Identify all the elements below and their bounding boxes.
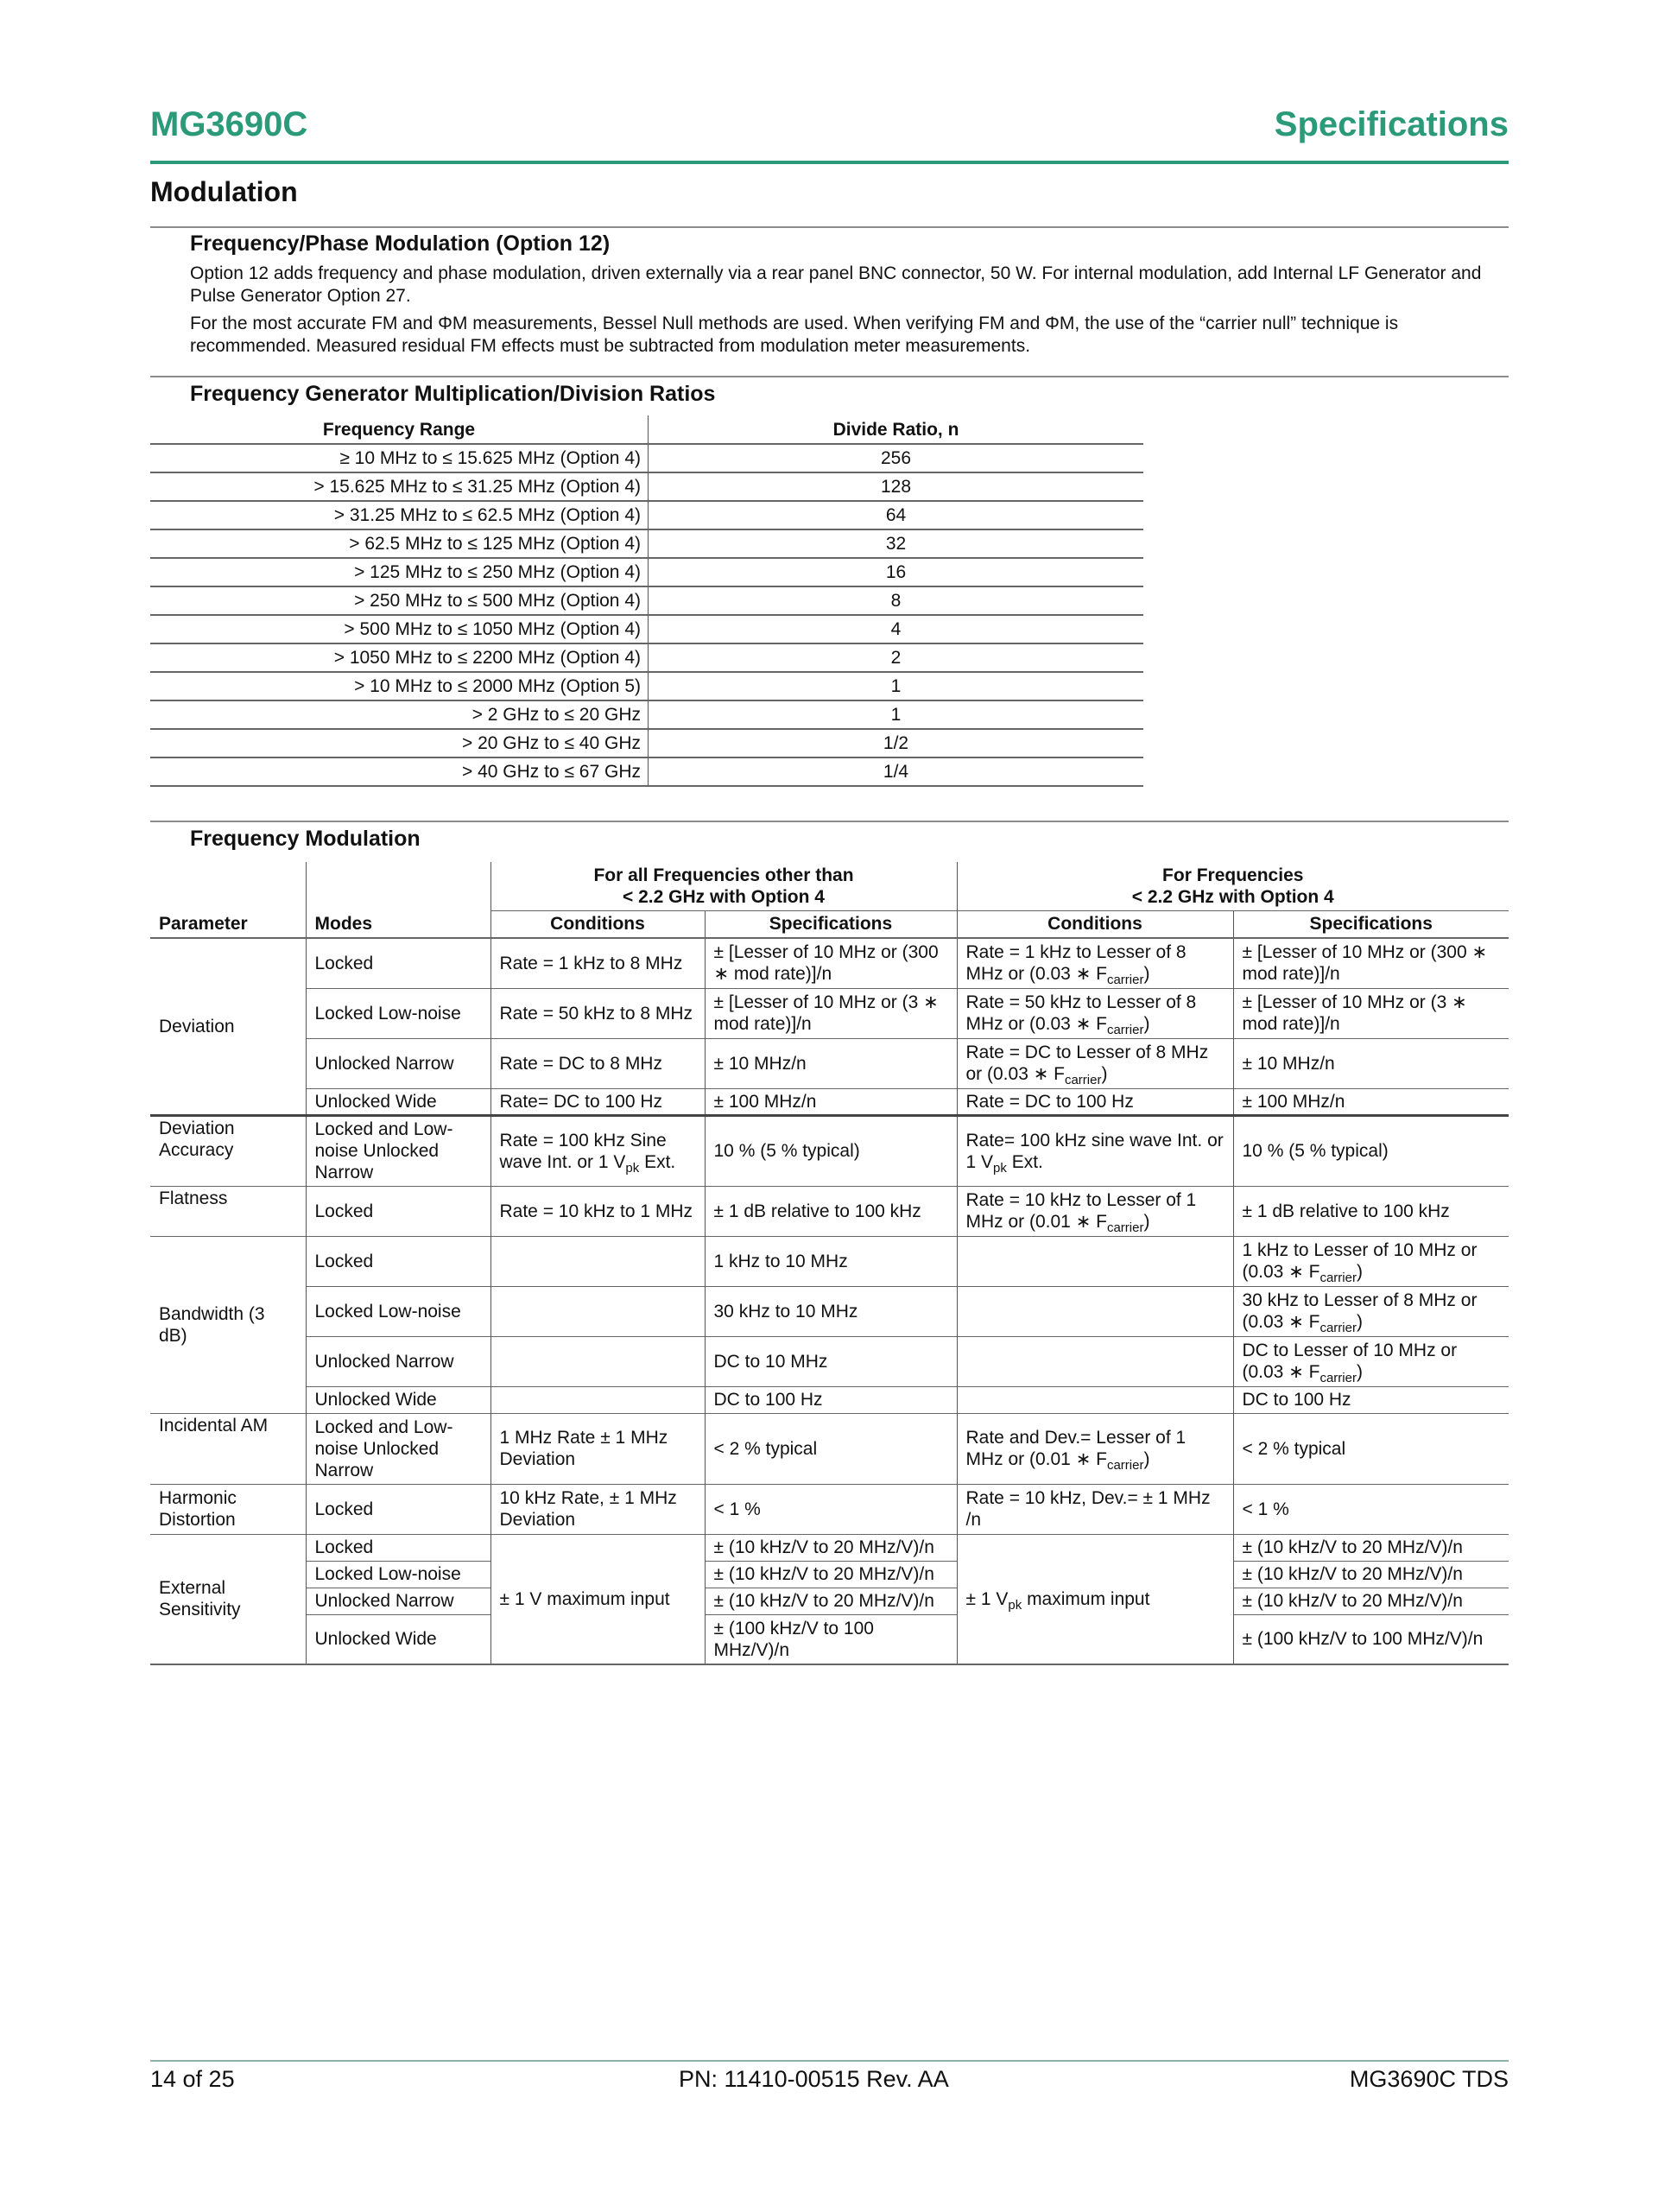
specification: 30 kHz to 10 MHz <box>705 1286 957 1336</box>
frequency-range: > 31.25 MHz to ≤ 62.5 MHz (Option 4) <box>150 501 649 529</box>
specification: ± 1 dB relative to 100 kHz <box>705 1186 957 1236</box>
specification: < 2 % typical <box>705 1413 957 1484</box>
subscript: carrier <box>1106 973 1144 988</box>
specification: 1 kHz to 10 MHz <box>705 1236 957 1286</box>
condition: Rate = DC to 8 MHz <box>490 1038 705 1088</box>
specification: ± (10 kHz/V to 20 MHz/V)/n <box>1233 1588 1509 1614</box>
fpm-title: Frequency/Phase Modulation (Option 12) <box>190 231 611 256</box>
mode: Locked Low-noise <box>306 1561 490 1588</box>
header-rule <box>150 161 1509 164</box>
table-row <box>150 672 1143 700</box>
table-row <box>150 643 1143 672</box>
text: ) <box>1143 1212 1150 1232</box>
condition-empty <box>490 1336 705 1386</box>
divider <box>150 376 1509 377</box>
footer-rule <box>150 2060 1509 2062</box>
specification: DC to 100 Hz <box>1233 1386 1509 1413</box>
text: Rate = DC to Lesser of 8 MHz or (0.03 ∗ F <box>965 1043 1209 1084</box>
col-frequency-range: Frequency Range <box>150 415 649 444</box>
section-title: Modulation <box>150 176 298 207</box>
subscript: pk <box>1008 1597 1022 1613</box>
divider <box>150 821 1509 822</box>
subscript: carrier <box>1106 1220 1144 1236</box>
text: Rate = 1 kHz to Lesser of 8 MHz or (0.03 ∗ F <box>965 942 1187 985</box>
page-header <box>150 105 1509 157</box>
mode: Locked <box>306 1484 490 1534</box>
param-bandwidth: Bandwidth (3 dB) <box>150 1236 306 1413</box>
text: Rate = 50 kHz to Lesser of 8 MHz or (0.03 ∗ F <box>965 992 1197 1034</box>
mode: Unlocked Narrow <box>306 1336 490 1386</box>
document-name: MG3690C TDS <box>1349 2066 1509 2092</box>
product-name: MG3690C <box>150 105 308 143</box>
specification: < 2 % typical <box>1233 1413 1509 1484</box>
group-header-line: For all Frequencies other than <box>593 865 854 885</box>
mode: Locked <box>306 1534 490 1561</box>
divide-ratio: 16 <box>649 558 1144 586</box>
subscript: carrier <box>1106 1023 1144 1038</box>
table-row <box>150 938 1509 988</box>
mode: Unlocked Narrow <box>306 1038 490 1088</box>
table-row <box>150 1413 1509 1484</box>
divide-ratio: 256 <box>649 444 1144 472</box>
mode: Locked Low-noise <box>306 988 490 1038</box>
specification: 10 % (5 % typical) <box>1233 1115 1509 1186</box>
specification: < 1 % <box>1233 1484 1509 1534</box>
table-row <box>150 1614 1509 1664</box>
condition: Rate = 10 kHz to 1 MHz <box>490 1186 705 1236</box>
condition: Rate = 50 kHz to 8 MHz <box>490 988 705 1038</box>
text: Ext. <box>1006 1151 1043 1172</box>
specification: ± (100 kHz/V to 100 MHz/V)/n <box>705 1614 957 1664</box>
param-incidental-am: Incidental AM <box>150 1413 306 1484</box>
condition: Rate = 10 kHz, Dev.= ± 1 MHz /n <box>957 1484 1233 1534</box>
frequency-range: > 10 MHz to ≤ 2000 MHz (Option 5) <box>150 672 649 700</box>
condition <box>957 1534 1233 1664</box>
condition: 10 kHz Rate, ± 1 MHz Deviation <box>490 1484 705 1534</box>
subscript: carrier <box>1319 1321 1357 1336</box>
specification: ± 100 MHz/n <box>705 1088 957 1115</box>
fm-title: Frequency Modulation <box>190 827 421 851</box>
table-row <box>150 501 1143 529</box>
group-header-line: For Frequencies <box>1162 865 1304 885</box>
header-section: Specifications <box>1274 105 1509 143</box>
text: 30 kHz to Lesser of 8 MHz or (0.03 ∗ F <box>1242 1290 1478 1332</box>
param-deviation-accuracy: Deviation Accuracy <box>150 1115 306 1186</box>
col-specifications: Specifications <box>1233 910 1509 938</box>
divide-ratio: 128 <box>649 472 1144 501</box>
frequency-range: > 62.5 MHz to ≤ 125 MHz (Option 4) <box>150 529 649 558</box>
frequency-range: > 500 MHz to ≤ 1050 MHz (Option 4) <box>150 615 649 643</box>
empty-header <box>306 862 490 910</box>
divide-ratio: 64 <box>649 501 1144 529</box>
table-row <box>150 615 1143 643</box>
mode: Locked Low-noise <box>306 1286 490 1336</box>
mode: Locked and Low-noise Unlocked Narrow <box>306 1413 490 1484</box>
group-header-other-frequencies <box>490 862 957 910</box>
divide-ratio: 1/2 <box>649 729 1144 757</box>
condition-empty <box>957 1386 1233 1413</box>
condition-empty <box>957 1286 1233 1336</box>
frequency-range: ≥ 10 MHz to ≤ 15.625 MHz (Option 4) <box>150 444 649 472</box>
specification <box>1233 1236 1509 1286</box>
specification: DC to 100 Hz <box>705 1386 957 1413</box>
divide-ratio: 8 <box>649 586 1144 615</box>
specification <box>1233 1286 1509 1336</box>
specification: ± (10 kHz/V to 20 MHz/V)/n <box>1233 1534 1509 1561</box>
fm-table <box>150 862 1509 1665</box>
divider <box>150 226 1509 228</box>
table-row <box>150 1336 1509 1386</box>
specification: ± 100 MHz/n <box>1233 1088 1509 1115</box>
mode: Unlocked Wide <box>306 1614 490 1664</box>
table-row <box>150 1561 1509 1588</box>
text: Ext. <box>639 1151 676 1172</box>
condition: Rate = 1 kHz to 8 MHz <box>490 938 705 988</box>
specification: 10 % (5 % typical) <box>705 1115 957 1186</box>
table-row <box>150 1588 1509 1614</box>
table-row <box>150 757 1143 786</box>
part-number: PN: 11410-00515 Rev. AA <box>679 2066 949 2092</box>
mode: Locked <box>306 938 490 988</box>
ratio-table <box>150 415 1143 787</box>
text: Rate and Dev.= Lesser of 1 MHz or (0.01 ∗ F <box>965 1428 1187 1469</box>
condition <box>957 1186 1233 1236</box>
text: Rate= 100 kHz sine wave Int. or 1 V <box>965 1130 1224 1172</box>
divide-ratio: 1 <box>649 700 1144 729</box>
table-row <box>150 586 1143 615</box>
text: Rate = 10 kHz to Lesser of 1 MHz or (0.01 ∗ F <box>965 1190 1197 1232</box>
condition: Rate= DC to 100 Hz <box>490 1088 705 1115</box>
ratios-title: Frequency Generator Multiplication/Division Ratios <box>190 382 716 406</box>
text: maximum input <box>1022 1588 1150 1609</box>
subscript: carrier <box>1064 1073 1102 1088</box>
text: ) <box>1143 1449 1150 1469</box>
condition: ± 1 V maximum input <box>490 1534 705 1664</box>
table-row <box>150 1236 1509 1286</box>
condition <box>957 1413 1233 1484</box>
condition: Rate = DC to 100 Hz <box>957 1088 1233 1115</box>
col-conditions: Conditions <box>490 910 705 938</box>
col-modes: Modes <box>306 910 490 938</box>
divide-ratio: 1 <box>649 672 1144 700</box>
text: Rate = 100 kHz Sine wave Int. or 1 V <box>499 1130 667 1172</box>
specification: < 1 % <box>705 1484 957 1534</box>
frequency-range: > 15.625 MHz to ≤ 31.25 MHz (Option 4) <box>150 472 649 501</box>
empty-header <box>150 862 306 910</box>
param-harmonic-distortion: Harmonic Distortion <box>150 1484 306 1534</box>
specification: ± [Lesser of 10 MHz or (3 ∗ mod rate)]/n <box>705 988 957 1038</box>
specification <box>1233 1336 1509 1386</box>
specification: ± [Lesser of 10 MHz or (300 ∗ mod rate)]/n <box>705 938 957 988</box>
col-specifications: Specifications <box>705 910 957 938</box>
table-row <box>150 700 1143 729</box>
text: ) <box>1101 1064 1108 1084</box>
subscript: carrier <box>1319 1271 1357 1286</box>
table-row <box>150 558 1143 586</box>
table-row <box>150 988 1509 1038</box>
condition-empty <box>490 1286 705 1336</box>
mode: Unlocked Wide <box>306 1386 490 1413</box>
frequency-range: > 125 MHz to ≤ 250 MHz (Option 4) <box>150 558 649 586</box>
condition-empty <box>957 1236 1233 1286</box>
col-conditions: Conditions <box>957 910 1233 938</box>
specification: ± 10 MHz/n <box>1233 1038 1509 1088</box>
condition: 1 MHz Rate ± 1 MHz Deviation <box>490 1413 705 1484</box>
group-header-line: < 2.2 GHz with Option 4 <box>1131 886 1334 907</box>
specification: ± (10 kHz/V to 20 MHz/V)/n <box>705 1561 957 1588</box>
mode: Unlocked Wide <box>306 1088 490 1115</box>
mode: Locked <box>306 1236 490 1286</box>
col-divide-ratio: Divide Ratio, n <box>832 419 959 440</box>
mode: Unlocked Narrow <box>306 1588 490 1614</box>
table-row <box>150 1115 1509 1186</box>
frequency-range: > 1050 MHz to ≤ 2200 MHz (Option 4) <box>150 643 649 672</box>
condition-empty <box>490 1386 705 1413</box>
subscript: pk <box>625 1160 640 1176</box>
subscript: pk <box>993 1160 1007 1176</box>
specification: ± (10 kHz/V to 20 MHz/V)/n <box>1233 1561 1509 1588</box>
table-row <box>150 1088 1509 1115</box>
specification: ± (10 kHz/V to 20 MHz/V)/n <box>705 1588 957 1614</box>
specification: ± [Lesser of 10 MHz or (3 ∗ mod rate)]/n <box>1233 988 1509 1038</box>
table-row <box>150 529 1143 558</box>
param-flatness: Flatness <box>150 1186 306 1236</box>
divide-ratio: 2 <box>649 643 1144 672</box>
col-parameter: Parameter <box>159 914 248 934</box>
table-row <box>150 1286 1509 1336</box>
table-row <box>150 1386 1509 1413</box>
frequency-range: > 20 GHz to ≤ 40 GHz <box>150 729 649 757</box>
fpm-paragraph-1: Option 12 adds frequency and phase modulation, driven externally via a rear panel BNC connector, 50 W. For internal modulation, add Internal LF Generator and Pulse Generator Option 27. <box>190 263 1482 306</box>
param-deviation: Deviation <box>150 938 306 1115</box>
specification: ± 10 MHz/n <box>705 1038 957 1088</box>
table-row <box>150 444 1143 472</box>
condition <box>490 1115 705 1186</box>
table-row <box>150 729 1143 757</box>
specification: ± (100 kHz/V to 100 MHz/V)/n <box>1233 1614 1509 1664</box>
text: ) <box>1356 1262 1363 1282</box>
text: ) <box>1143 964 1150 985</box>
table-row <box>150 472 1143 501</box>
table-row <box>150 1484 1509 1534</box>
table-row <box>150 1534 1509 1561</box>
condition <box>957 988 1233 1038</box>
group-header-line: < 2.2 GHz with Option 4 <box>623 886 825 907</box>
frequency-range: > 40 GHz to ≤ 67 GHz <box>150 757 649 786</box>
mode: Locked and Low-noise Unlocked Narrow <box>306 1115 490 1186</box>
specification: ± (10 kHz/V to 20 MHz/V)/n <box>705 1534 957 1561</box>
condition <box>957 938 1233 988</box>
specification: DC to 10 MHz <box>705 1336 957 1386</box>
frequency-range: > 250 MHz to ≤ 500 MHz (Option 4) <box>150 586 649 615</box>
specification: ± [Lesser of 10 MHz or (300 ∗ mod rate)]/n <box>1233 938 1509 988</box>
specification: ± 1 dB relative to 100 kHz <box>1233 1186 1509 1236</box>
text: ± 1 V <box>965 1588 1009 1609</box>
frequency-range: > 2 GHz to ≤ 20 GHz <box>150 700 649 729</box>
subscript: carrier <box>1319 1371 1357 1386</box>
text: ) <box>1143 1014 1150 1034</box>
condition-empty <box>490 1236 705 1286</box>
text: 1 kHz to Lesser of 10 MHz or (0.03 ∗ F <box>1242 1240 1478 1282</box>
text: ) <box>1356 1362 1363 1382</box>
fpm-paragraph-2: For the most accurate FM and ΦM measurements, Bessel Null methods are used. When verifying FM and ΦM, the use of the “carrier null” technique is recommended. Measured residual FM effects must be subtracted from modulation meter measurements. <box>190 314 1399 356</box>
divide-ratio: 4 <box>649 615 1144 643</box>
page-number: 14 of 25 <box>150 2066 235 2092</box>
condition-empty <box>957 1336 1233 1386</box>
condition <box>957 1115 1233 1186</box>
condition <box>957 1038 1233 1088</box>
mode: Locked <box>306 1186 490 1236</box>
text: DC to Lesser of 10 MHz or (0.03 ∗ F <box>1242 1341 1458 1382</box>
text: ) <box>1356 1312 1363 1332</box>
divide-ratio: 1/4 <box>649 757 1144 786</box>
param-external-sensitivity: External Sensitivity <box>150 1534 306 1664</box>
subscript: carrier <box>1106 1458 1144 1474</box>
table-row <box>150 1186 1509 1236</box>
table-row <box>150 1038 1509 1088</box>
group-header-option4-frequencies <box>957 862 1509 910</box>
divide-ratio: 32 <box>649 529 1144 558</box>
